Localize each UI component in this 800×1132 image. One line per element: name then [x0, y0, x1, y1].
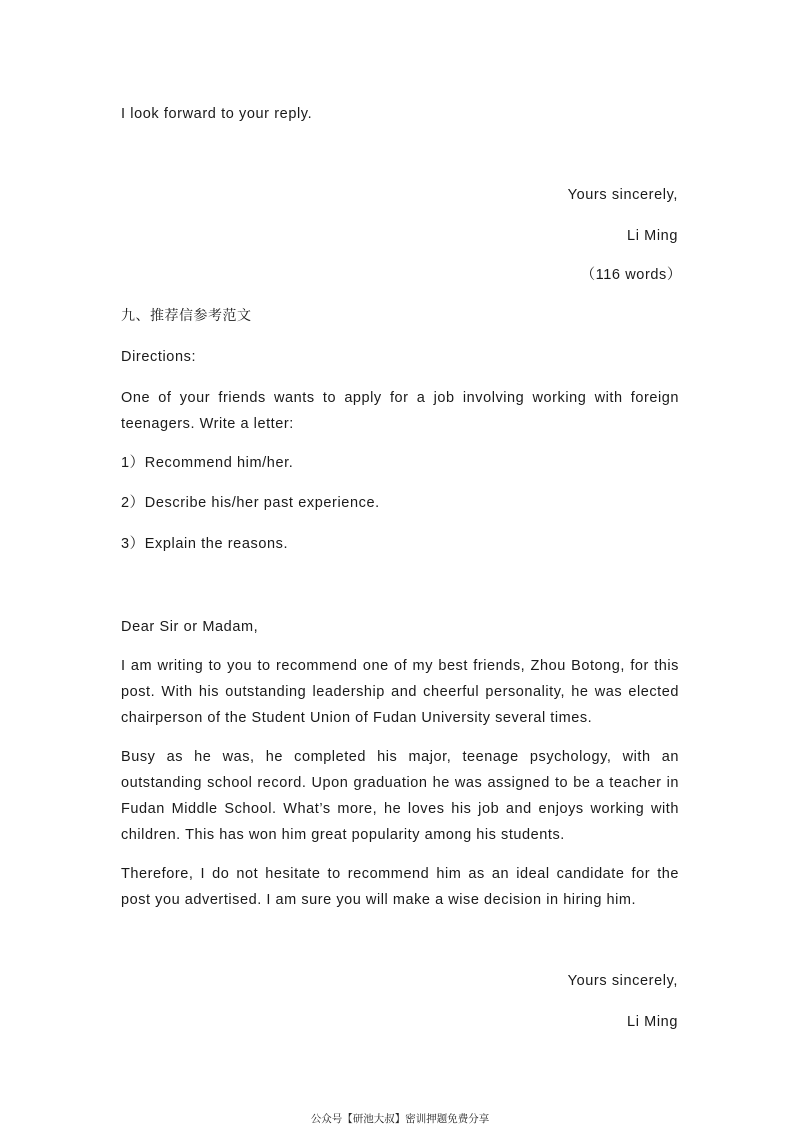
- salutation: Dear Sir or Madam,: [121, 619, 259, 635]
- letter-paragraph-2: Busy as he was, he completed his major, teenage psychology, with an outstanding school record. Upon graduation he was assigned to be a teacher in Fudan Middle School. What’s more, he loves his job and enjoys working with children. This has won him great popularity among his students.: [121, 749, 679, 843]
- task-item-2: 2）Describe his/her past experience.: [121, 495, 380, 511]
- signature: Li Ming: [627, 228, 678, 244]
- letter-paragraph-1: I am writing to you to recommend one of my best friends, Zhou Botong, for this post. With his outstanding leadership and cheerful personality, he was elected chairperson of the Student Union of Fudan University several times.: [121, 658, 679, 726]
- task-item-3: 3）Explain the reasons.: [121, 536, 289, 552]
- section-heading: 九、推荐信参考范文: [121, 308, 252, 324]
- task-item-1: 1）Recommend him/her.: [121, 455, 294, 471]
- letter-paragraph-3: Therefore, I do not hesitate to recommend him as an ideal candidate for the post you advertised. I am sure you will make a wise decision in hiring him.: [121, 866, 679, 908]
- signoff-2: Yours sincerely,: [567, 973, 678, 989]
- directions-label: Directions:: [121, 349, 197, 365]
- closing-line: I look forward to your reply.: [121, 106, 313, 122]
- directions-prompt: One of your friends wants to apply for a job involving working with foreign teenagers. Write a letter:: [121, 390, 679, 432]
- word-count: （116 words）: [580, 267, 682, 283]
- footer-note: 公众号【研池大叔】密训押题免费分享: [310, 1113, 490, 1125]
- signature-2: Li Ming: [627, 1014, 678, 1030]
- signoff: Yours sincerely,: [567, 187, 678, 203]
